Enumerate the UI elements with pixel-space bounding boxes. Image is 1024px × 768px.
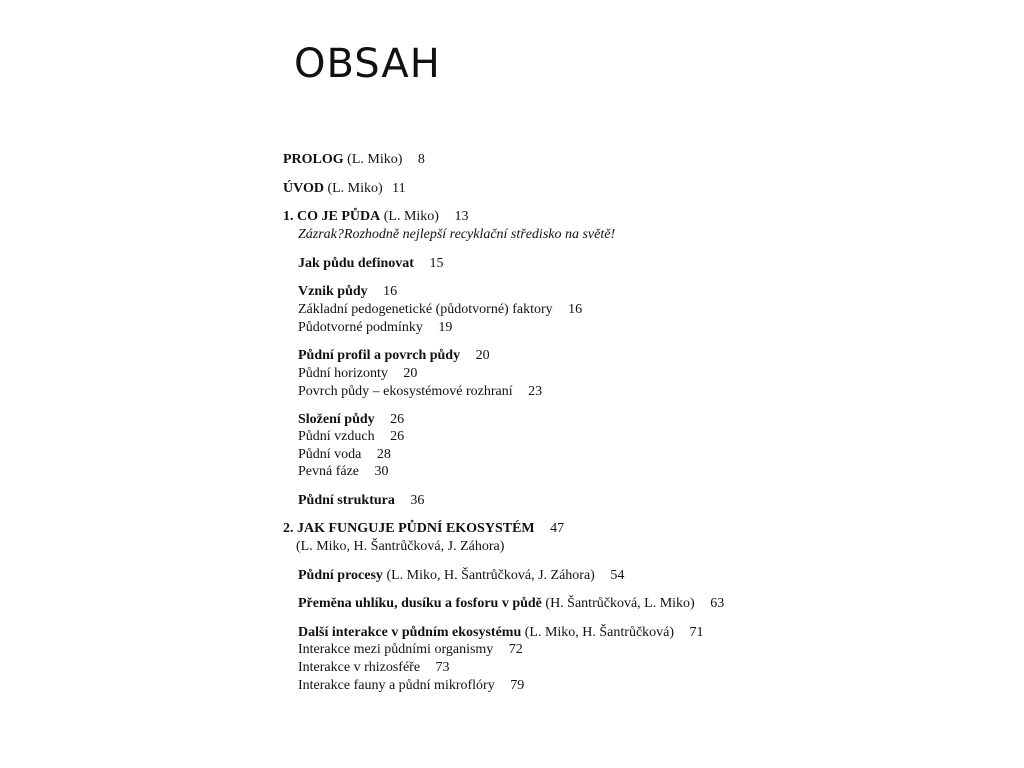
- entry-title: Pevná fáze: [298, 464, 360, 479]
- entry-title: PROLOG: [283, 152, 344, 167]
- entry-page: 72: [508, 642, 523, 657]
- toc-entry-profil: [298, 347, 490, 364]
- entry-title: Interakce fauny a půdní mikroflóry: [298, 678, 495, 693]
- toc-entry-slozeni-item: [298, 463, 389, 480]
- entry-page: 11: [392, 181, 406, 196]
- toc-entry-premena: [298, 595, 724, 612]
- toc-entry-vznik-item: [298, 319, 452, 336]
- entry-title: Půdní procesy: [298, 568, 383, 583]
- toc-entry-chapter-2: [283, 520, 564, 537]
- toc-entry-dalsi-item: [298, 677, 524, 694]
- entry-page: 19: [438, 320, 453, 335]
- toc-entry-struktura: [298, 492, 424, 509]
- entry-title: Půdní vzduch: [298, 429, 375, 444]
- entry-title: Půdní struktura: [298, 493, 395, 508]
- toc-entry-prolog: [283, 151, 425, 168]
- chapter-2-authors: (L. Miko, H. Šantrůčková, J. Záhora): [296, 539, 505, 554]
- entry-page: 16: [383, 284, 398, 299]
- entry-page: 20: [475, 348, 490, 363]
- entry-page: 23: [528, 384, 543, 399]
- entry-title: Půdní voda: [298, 447, 362, 462]
- entry-page: 73: [435, 660, 450, 675]
- entry-title: Jak půdu definovat: [298, 256, 414, 271]
- entry-page: 54: [610, 568, 625, 583]
- entry-authors: (H. Šantrůčková, L. Miko): [545, 596, 695, 611]
- page-title: OBSAH: [294, 41, 441, 87]
- toc-entry-slozeni-item: [298, 446, 391, 463]
- entry-page: 36: [410, 493, 425, 508]
- entry-page: 30: [374, 464, 389, 479]
- toc-entry-slozeni-item: [298, 428, 404, 445]
- entry-title: Interakce v rhizosféře: [298, 660, 421, 675]
- toc-entry-vznik-item: [298, 301, 582, 318]
- entry-page: 47: [550, 521, 565, 536]
- entry-page: 26: [390, 429, 405, 444]
- entry-page: 63: [710, 596, 725, 611]
- entry-page: 13: [454, 209, 469, 224]
- toc-entry-vznik: [298, 283, 397, 300]
- entry-title: 2. JAK FUNGUJE PŮDNÍ EKOSYSTÉM: [283, 521, 535, 536]
- entry-page: 79: [510, 678, 525, 693]
- entry-page: 8: [417, 152, 425, 167]
- entry-title: Další interakce v půdním ekosystému: [298, 625, 522, 640]
- toc-entry-dalsi-item: [298, 641, 523, 658]
- toc-entry-slozeni: [298, 411, 404, 428]
- entry-title: Půdní horizonty: [298, 366, 388, 381]
- toc-entry-profil-item: [298, 383, 542, 400]
- entry-title: Půdotvorné podmínky: [298, 320, 423, 335]
- toc-entry-dalsi: [298, 624, 704, 641]
- entry-page: 28: [376, 447, 391, 462]
- entry-page: 16: [568, 302, 583, 317]
- entry-title: Vznik půdy: [298, 284, 368, 299]
- chapter-1-subtitle: Zázrak?Rozhodně nejlepší recyklační středisko na světě!: [298, 227, 616, 242]
- entry-title: Povrch půdy – ekosystémové rozhraní: [298, 384, 513, 399]
- entry-page: 71: [689, 625, 704, 640]
- toc-entry-dalsi-item: [298, 659, 450, 676]
- entry-title: Složení půdy: [298, 412, 375, 427]
- entry-authors: (L. Miko, H. Šantrůčková): [524, 625, 675, 640]
- toc-entry-chapter-1: [283, 208, 468, 225]
- entry-title: Interakce mezi půdními organismy: [298, 642, 494, 657]
- entry-authors: (L. Miko): [347, 152, 403, 167]
- entry-title: Základní pedogenetické (půdotvorné) faktory: [298, 302, 553, 317]
- entry-title: Přeměna uhlíku, dusíku a fosforu v půdě: [298, 596, 542, 611]
- entry-page: 15: [429, 256, 444, 271]
- entry-title: Půdní profil a povrch půdy: [298, 348, 461, 363]
- toc-entry-uvod: [283, 180, 406, 197]
- entry-authors: (L. Miko): [327, 181, 383, 196]
- entry-page: 26: [390, 412, 405, 427]
- entry-page: 20: [403, 366, 418, 381]
- toc-entry-profil-item: [298, 365, 417, 382]
- entry-title: ÚVOD: [283, 181, 324, 196]
- entry-authors: (L. Miko): [383, 209, 439, 224]
- toc-entry-procesy: [298, 567, 624, 584]
- entry-authors: (L. Miko, H. Šantrůčková, J. Záhora): [386, 568, 595, 583]
- toc-entry-jak: [298, 255, 443, 272]
- entry-title: 1. CO JE PŮDA: [283, 209, 381, 224]
